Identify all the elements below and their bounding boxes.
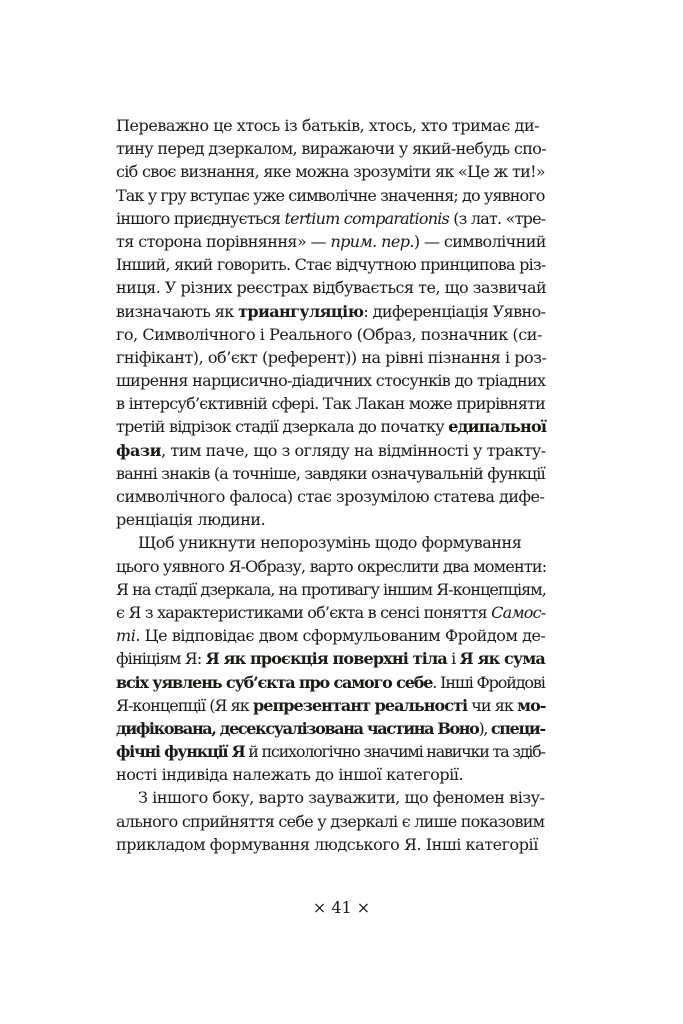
text-run: Я-концепції (Я як bbox=[116, 695, 253, 715]
paragraph bbox=[116, 531, 546, 786]
text-line bbox=[116, 601, 546, 624]
text-run: (з лат. «тре- bbox=[448, 208, 546, 228]
text-line bbox=[116, 694, 546, 717]
text-line bbox=[116, 740, 546, 763]
text-line bbox=[116, 207, 546, 230]
text-run: й психологічно значимі навички та здіб- bbox=[244, 742, 545, 762]
text-line bbox=[116, 392, 546, 415]
text-run: , тим паче, що з огляду на відмінності у тракту- bbox=[161, 440, 546, 460]
text-run: фініціям Я: bbox=[116, 649, 206, 669]
text-line bbox=[116, 323, 546, 346]
text-run: Переважно це хтось із батьків, хтось, хто тримає ди- bbox=[116, 116, 540, 135]
page-number: × 41 × bbox=[312, 898, 371, 917]
text-run: З іншого боку, варто зауважити, що феномен візу- bbox=[138, 788, 545, 808]
bold-term: мо- bbox=[517, 695, 546, 715]
text-line bbox=[116, 276, 546, 299]
text-run: ) — символічний bbox=[413, 231, 546, 251]
text-run: : диференціація Уявно- bbox=[363, 301, 546, 321]
bold-term: едипальної bbox=[448, 417, 547, 437]
text-run: ального сприйняття себе у дзеркалі є лише показовим bbox=[116, 811, 545, 831]
text-line bbox=[116, 671, 546, 694]
text-run: тя сторона порівняння» — bbox=[116, 231, 331, 251]
text-line bbox=[116, 137, 546, 160]
text-run: ширення нарцисично-діадичних стосунків до тріадних bbox=[116, 371, 546, 391]
text-line bbox=[116, 508, 546, 531]
text-line bbox=[116, 439, 546, 462]
text-run: Так у гру вступає уже символічне значення; до уявного bbox=[116, 185, 545, 205]
text-run: ниця. У різних реєстрах відбувається те, що зазвичай bbox=[116, 278, 547, 298]
paragraph bbox=[116, 114, 546, 531]
bold-term: фічні функції Я bbox=[116, 742, 245, 762]
text-run: в інтерсуб’єктивній сфері. Так Лакан може прирівняти bbox=[116, 394, 546, 414]
text-line bbox=[116, 346, 546, 369]
text-run: тину перед дзеркалом, виражаючи у який-небудь спо- bbox=[116, 139, 546, 159]
bold-term: всіх уявлень суб’єкта про самого себе bbox=[116, 672, 433, 692]
text-run: . Це відповідає двом сформульованим Фройдом де- bbox=[135, 626, 546, 646]
text-run: ності індивіда належать до іншої категорії. bbox=[116, 765, 464, 785]
text-run: ванні знаків (а точніше, завдяки означувальній функції bbox=[116, 463, 545, 483]
text-line bbox=[116, 415, 546, 438]
bold-term: триангуляцію bbox=[238, 301, 364, 321]
text-line bbox=[116, 647, 546, 670]
text-line bbox=[116, 114, 546, 137]
text-run: сіб своє визнання, яке можна зрозуміти як «Це ж ти!» bbox=[116, 162, 545, 182]
text-run: го, Символічного і Реального (Образ, позначник (си- bbox=[116, 324, 542, 344]
bold-term: дифікована, десексуалізована частина Воно bbox=[116, 718, 479, 738]
text-line bbox=[116, 253, 546, 276]
text-line bbox=[116, 624, 546, 647]
italic-term: ті bbox=[116, 626, 136, 646]
text-run: Інший, який говорить. Стає відчутною принципова різ- bbox=[116, 255, 546, 275]
text-line bbox=[116, 763, 546, 786]
bold-term: специ- bbox=[490, 718, 545, 738]
text-run: визначають як bbox=[116, 301, 239, 321]
text-run: прикладом формування людського Я. Інші категорії bbox=[116, 834, 538, 854]
bold-term: Я як проєкція поверхні тіла bbox=[205, 649, 447, 669]
text-line bbox=[116, 578, 546, 601]
text-run: символічного фалоса) стає зрозумілою статева дифе- bbox=[116, 487, 545, 506]
text-run: чи як bbox=[467, 695, 518, 715]
italic-term: tertium comparationis bbox=[284, 208, 449, 228]
text-run: третій відрізок стадії дзеркала до початку bbox=[116, 417, 449, 437]
text-run: ренціація людини. bbox=[116, 510, 266, 530]
text-run: цього уявного Я-Образу, варто окреслити два моменти: bbox=[116, 556, 547, 576]
text-line bbox=[116, 300, 546, 323]
text-line bbox=[116, 531, 546, 554]
text-run: іншого приєднується bbox=[116, 208, 285, 228]
bold-term: фази bbox=[116, 440, 162, 460]
text-line bbox=[116, 184, 546, 207]
text-line bbox=[116, 160, 546, 183]
text-line bbox=[116, 485, 546, 508]
text-line bbox=[116, 717, 546, 740]
text-line bbox=[116, 369, 546, 392]
text-line bbox=[116, 833, 546, 856]
text-run: є Я з характеристиками об’єкта в сенсі поняття bbox=[116, 602, 492, 622]
text-line bbox=[116, 810, 546, 833]
paragraph bbox=[116, 786, 546, 856]
text-run: Щоб уникнути непорозумінь щодо формування bbox=[138, 533, 522, 553]
text-run: . Інші Фройдові bbox=[432, 672, 545, 692]
italic-term: Самос- bbox=[491, 602, 546, 622]
italic-term: прим. пер. bbox=[330, 231, 414, 251]
text-run: ), bbox=[478, 718, 491, 738]
text-line bbox=[116, 230, 546, 253]
body-text bbox=[116, 114, 546, 856]
text-line bbox=[116, 786, 546, 809]
bold-term: репрезентант реальності bbox=[253, 695, 468, 715]
text-line bbox=[116, 555, 546, 578]
text-run: Я на стадії дзеркала, на противагу іншим Я-концепціям, bbox=[116, 579, 546, 599]
text-line bbox=[116, 462, 546, 485]
text-run: і bbox=[446, 649, 460, 669]
bold-term: Я як сума bbox=[459, 649, 545, 669]
text-run: гніфікант), об’єкт (референт)) на рівні пізнання і роз- bbox=[116, 347, 547, 367]
